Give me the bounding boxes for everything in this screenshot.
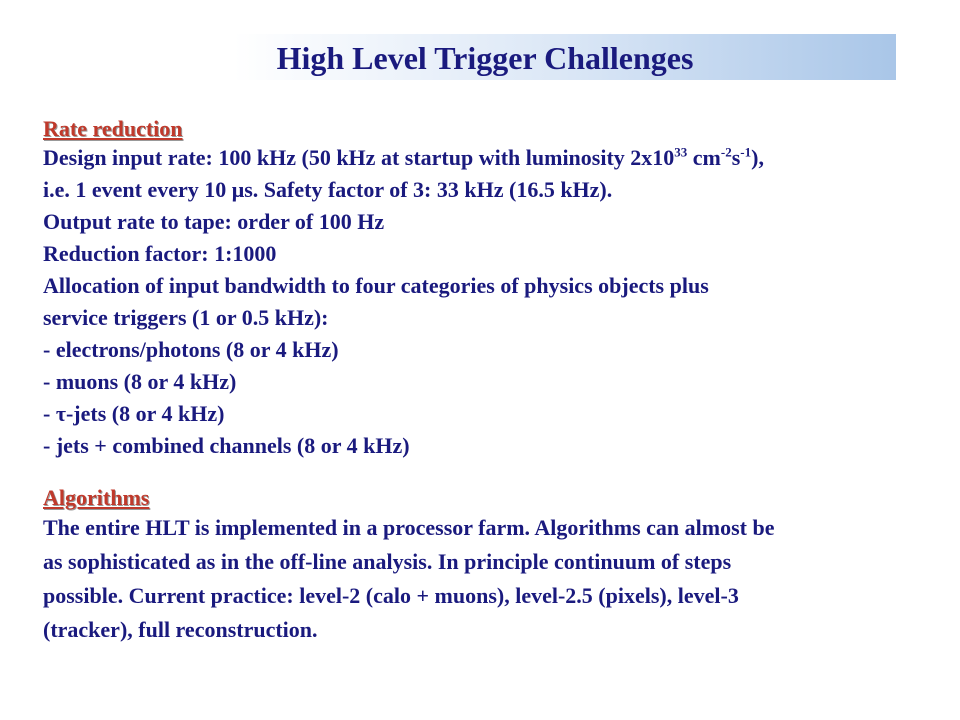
text-line: possible. Current practice: level-2 (calo + muons), level-2.5 (pixels), level-3 <box>43 583 739 608</box>
list-item: - muons (8 or 4 kHz) <box>43 369 237 394</box>
text-line: The entire HLT is implemented in a processor farm. Algorithms can almost be <box>43 515 775 540</box>
text-line: Reduction factor: 1:1000 <box>43 241 277 266</box>
text-line: i.e. 1 event every 10 μs. Safety factor of 3: 33 kHz (16.5 kHz). <box>43 177 613 202</box>
text-line: (tracker), full reconstruction. <box>43 617 318 642</box>
text-line: as sophisticated as in the off-line analysis. In principle continuum of steps <box>43 549 732 574</box>
text-line: Output rate to tape: order of 100 Hz <box>43 209 385 234</box>
algorithms-section <box>43 485 775 647</box>
text-line: service triggers (1 or 0.5 kHz): <box>43 305 329 330</box>
rate-reduction-heading: Rate reduction <box>43 116 183 141</box>
list-item: - τ-jets (8 or 4 kHz) <box>43 401 225 426</box>
design-input-rate-line: Design input rate: 100 kHz (50 kHz at startup with luminosity $2x10^{33}$ $cm^{-2}s^{-1}$), <box>43 144 764 170</box>
text-line: Allocation of input bandwidth to four categories of physics objects plus <box>43 273 709 298</box>
rate-reduction-section <box>43 116 764 462</box>
list-item: - electrons/photons (8 or 4 kHz) <box>43 337 339 362</box>
page-title: High Level Trigger Challenges <box>276 40 694 76</box>
list-item: - jets + combined channels (8 or 4 kHz) <box>43 433 410 458</box>
algorithms-heading: Algorithms <box>43 485 150 510</box>
